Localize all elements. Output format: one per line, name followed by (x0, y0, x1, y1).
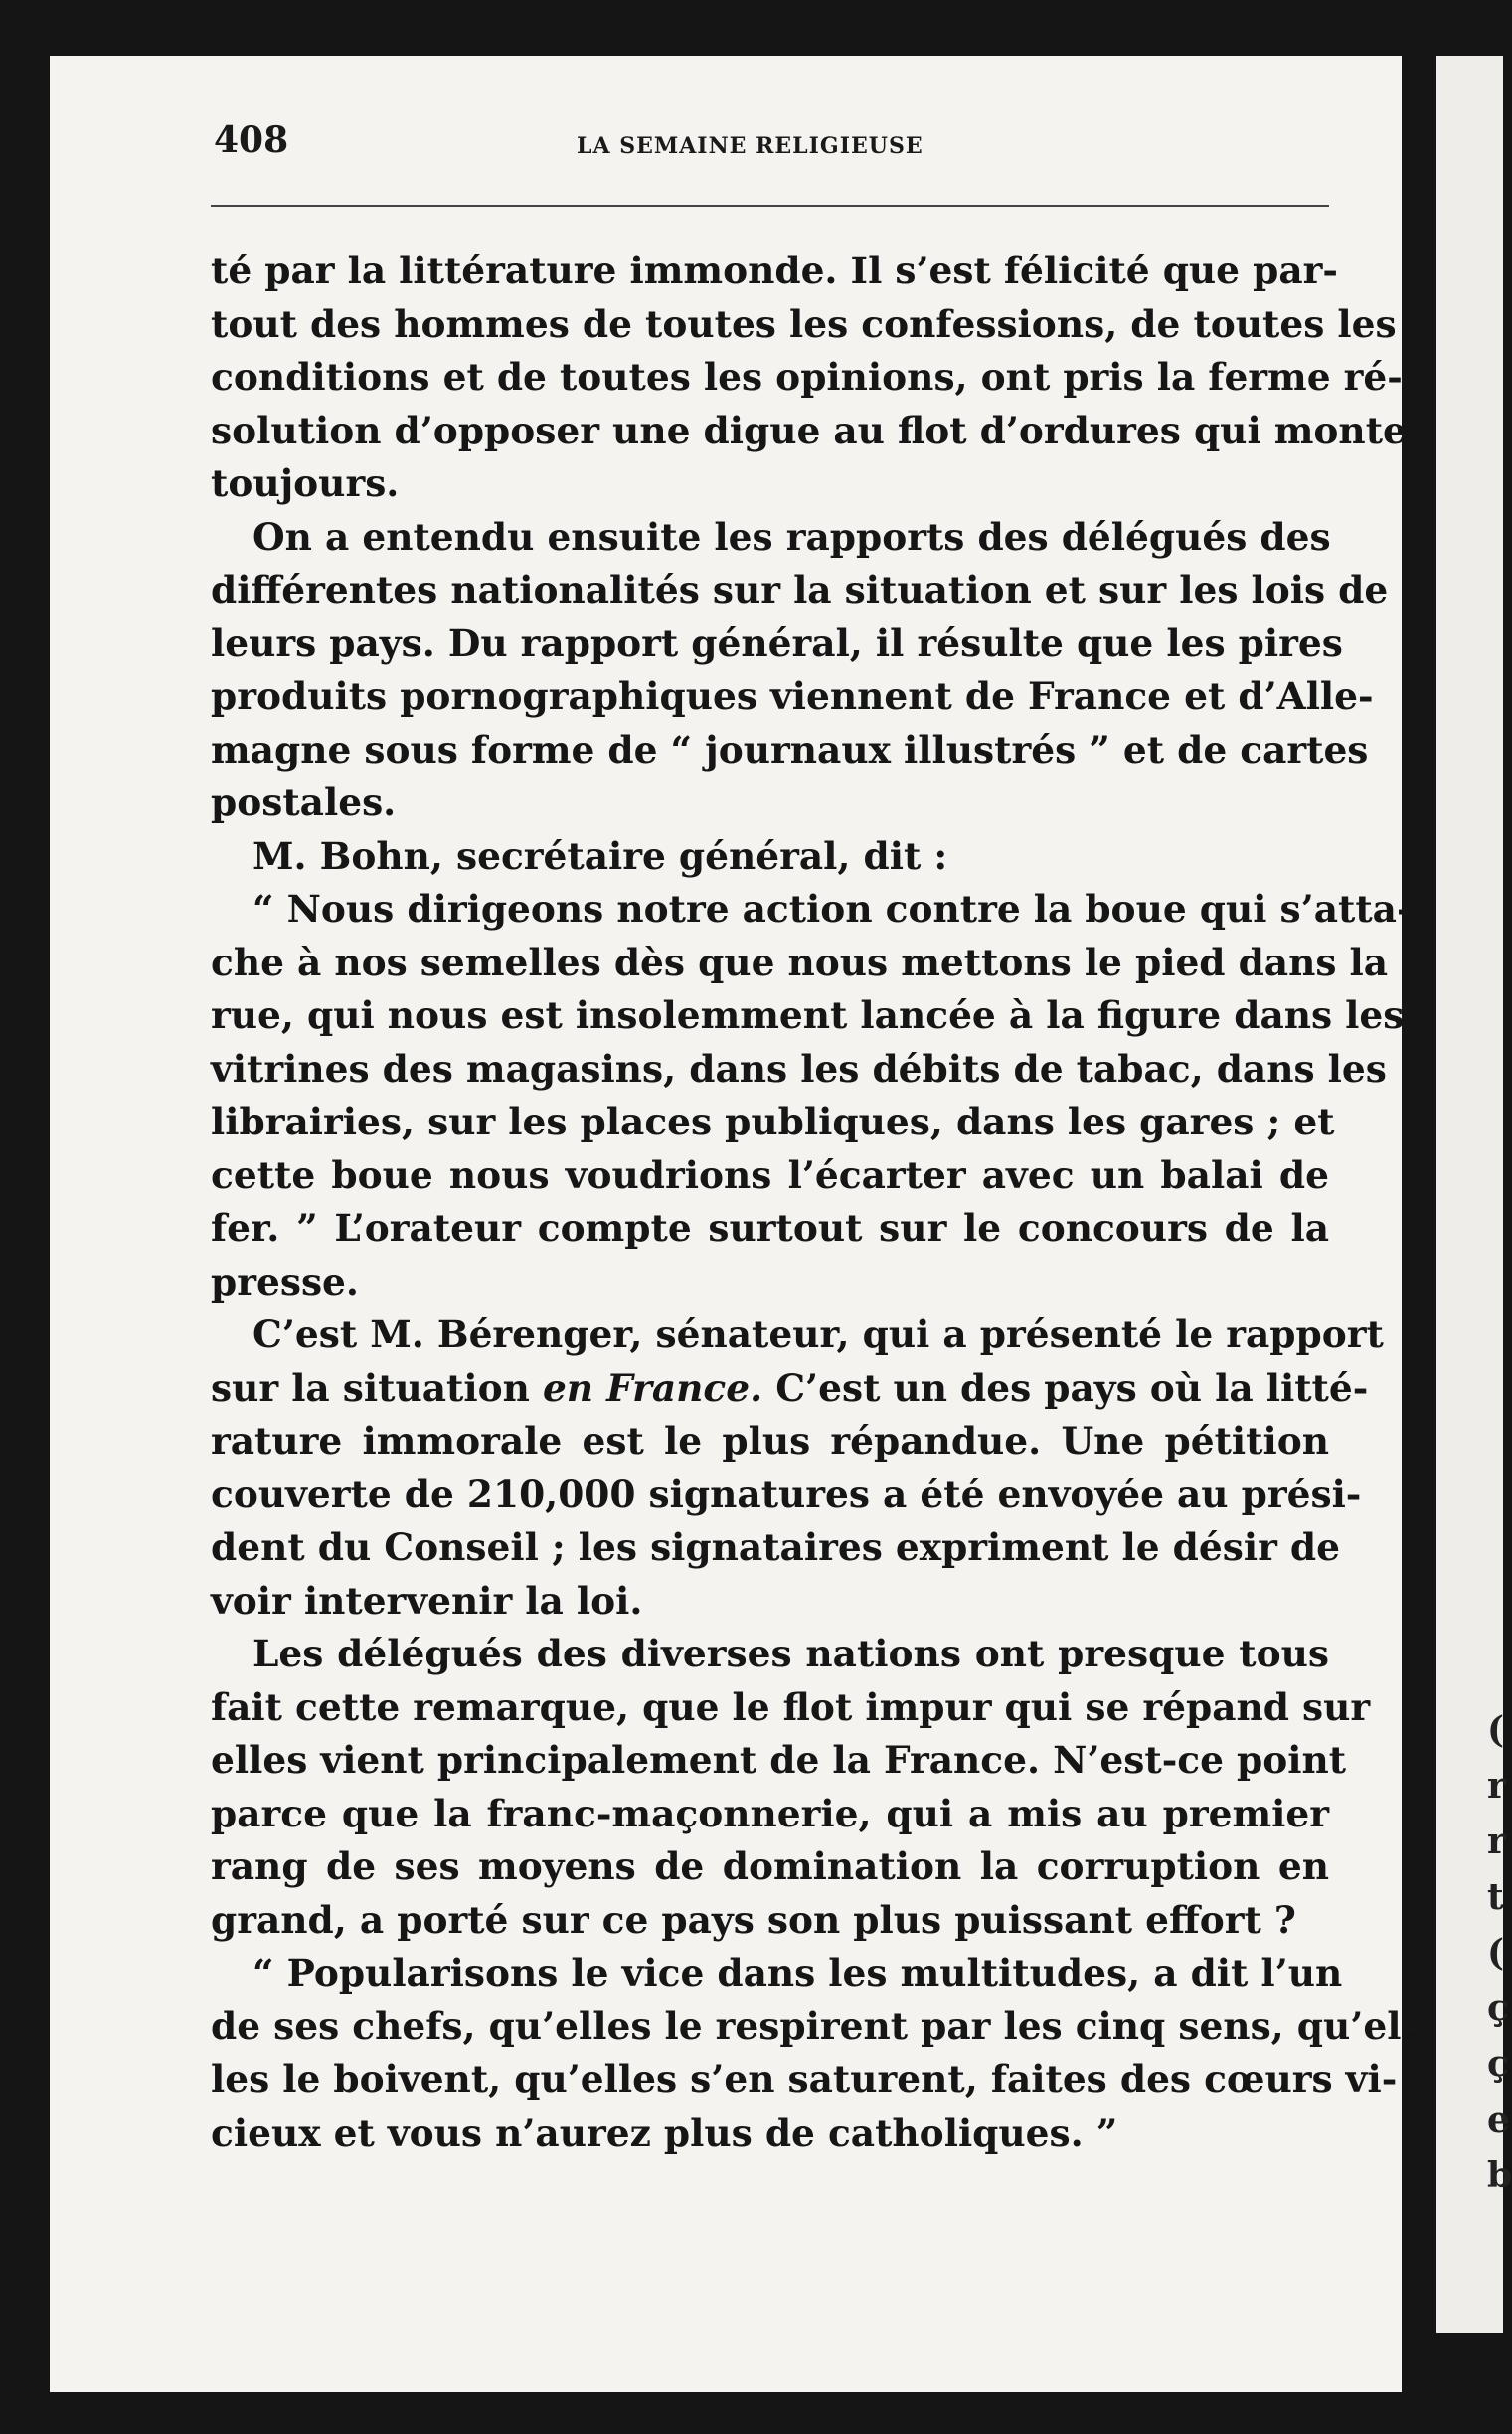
text-line: Les délégués des diverses nations ont presque tous (252, 1632, 1329, 1675)
text-line: postales. (211, 781, 397, 824)
text-line: produits pornographiques viennent de France et d’Alle- (211, 674, 1374, 718)
edge-letter: ç (1487, 2043, 1509, 2085)
text-line: fait cette remarque, que le flot impur qui se répand sur (211, 1684, 1371, 1729)
text-line: rue, qui nous est insolemment lancée à la figure dans les (211, 993, 1405, 1037)
text-line: “ Nous dirigeons notre action contre la boue qui s’atta- (252, 887, 1413, 931)
text-segment: C’est un des pays où la litté- (762, 1365, 1369, 1410)
text-line: conditions et de toutes les opinions, ont pris la ferme ré- (211, 355, 1403, 399)
text-segment: sur la situation (211, 1365, 543, 1410)
text-line: parce que la franc-maçonnerie, qui a mis au premier (211, 1791, 1329, 1835)
text-line: “ Popularisons le vice dans les multitudes, a dit l’un (252, 1951, 1343, 1995)
edge-letter: r (1487, 1821, 1506, 1862)
running-title: LA SEMAINE RELIGIEUSE (577, 133, 924, 159)
text-line: couverte de 210,000 signatures a été envoyée au prési- (211, 1472, 1362, 1516)
text-line: librairies, sur les places publiques, dans les gares ; et (211, 1100, 1335, 1143)
text-line: voir intervenir la loi. (211, 1578, 643, 1623)
edge-letter: r (1487, 1765, 1506, 1807)
text-line: rang de ses moyens de domination la corruption en (211, 1844, 1329, 1888)
text-line: fer. ” L’orateur compte surtout sur le concours de la (211, 1206, 1329, 1250)
text-line: vitrines des magasins, dans les débits de tabac, dans les (211, 1046, 1387, 1091)
text-line-with-italic (211, 1362, 1369, 1416)
text-line: presse. (211, 1259, 359, 1304)
text-line: cette boue nous voudrions l’écarter avec un balai de (211, 1152, 1329, 1197)
text-line: dent du Conseil ; les signataires expriment le désir de (211, 1525, 1340, 1569)
italic-text: en France. (542, 1365, 763, 1410)
page-header (50, 119, 1402, 179)
text-line: té par la littérature immonde. Il s’est félicité que par- (211, 249, 1338, 292)
text-line: M. Bohn, secrétaire général, dit : (252, 833, 948, 878)
text-line: magne sous forme de “ journaux illustrés ” et de cartes (211, 727, 1369, 772)
text-line: solution d’opposer une digue au flot d’ordures qui monte (211, 408, 1407, 452)
text-line: de ses chefs, qu’elles le respirent par les cinq sens, qu’el- (211, 2003, 1418, 2048)
text-line: rature immorale est le plus répandue. Une pétition (211, 1419, 1329, 1463)
edge-letter: b (1487, 2155, 1512, 2196)
adjacent-page-letters (1487, 1702, 1512, 2203)
body-text (211, 245, 1418, 2160)
text-line: che à nos semelles dès que nous mettons le pied dans la (211, 940, 1389, 984)
edge-letter: ( (1487, 1932, 1505, 1974)
book-page (50, 56, 1418, 2392)
text-line: toujours. (211, 461, 400, 505)
text-line: tout des hommes de toutes les confessions, de toutes les (211, 301, 1397, 346)
edge-letter: ç (1487, 1988, 1509, 2029)
text-line: C’est M. Bérenger, sénateur, qui a présenté le rapport (252, 1312, 1384, 1356)
edge-letter: e (1487, 2099, 1510, 2141)
text-line: les le boivent, qu’elles s’en saturent, faites des cœurs vi- (211, 2057, 1398, 2101)
edge-letter: ( (1487, 1709, 1505, 1751)
text-line: leurs pays. Du rapport général, il résulte que les pires (211, 620, 1343, 665)
page-number: 408 (214, 119, 289, 161)
text-line: grand, a porté sur ce pays son plus puissant effort ? (211, 1897, 1296, 1942)
header-rule (211, 205, 1329, 207)
edge-letter: t (1487, 1876, 1504, 1918)
text-line: elles vient principalement de la France. N’est-ce point (211, 1738, 1347, 1782)
text-line: cieux et vous n’aurez plus de catholiques. ” (211, 2110, 1118, 2155)
text-line: On a entendu ensuite les rapports des délégués des (252, 514, 1331, 559)
text-line: différentes nationalités sur la situation et sur les lois de (211, 568, 1389, 611)
